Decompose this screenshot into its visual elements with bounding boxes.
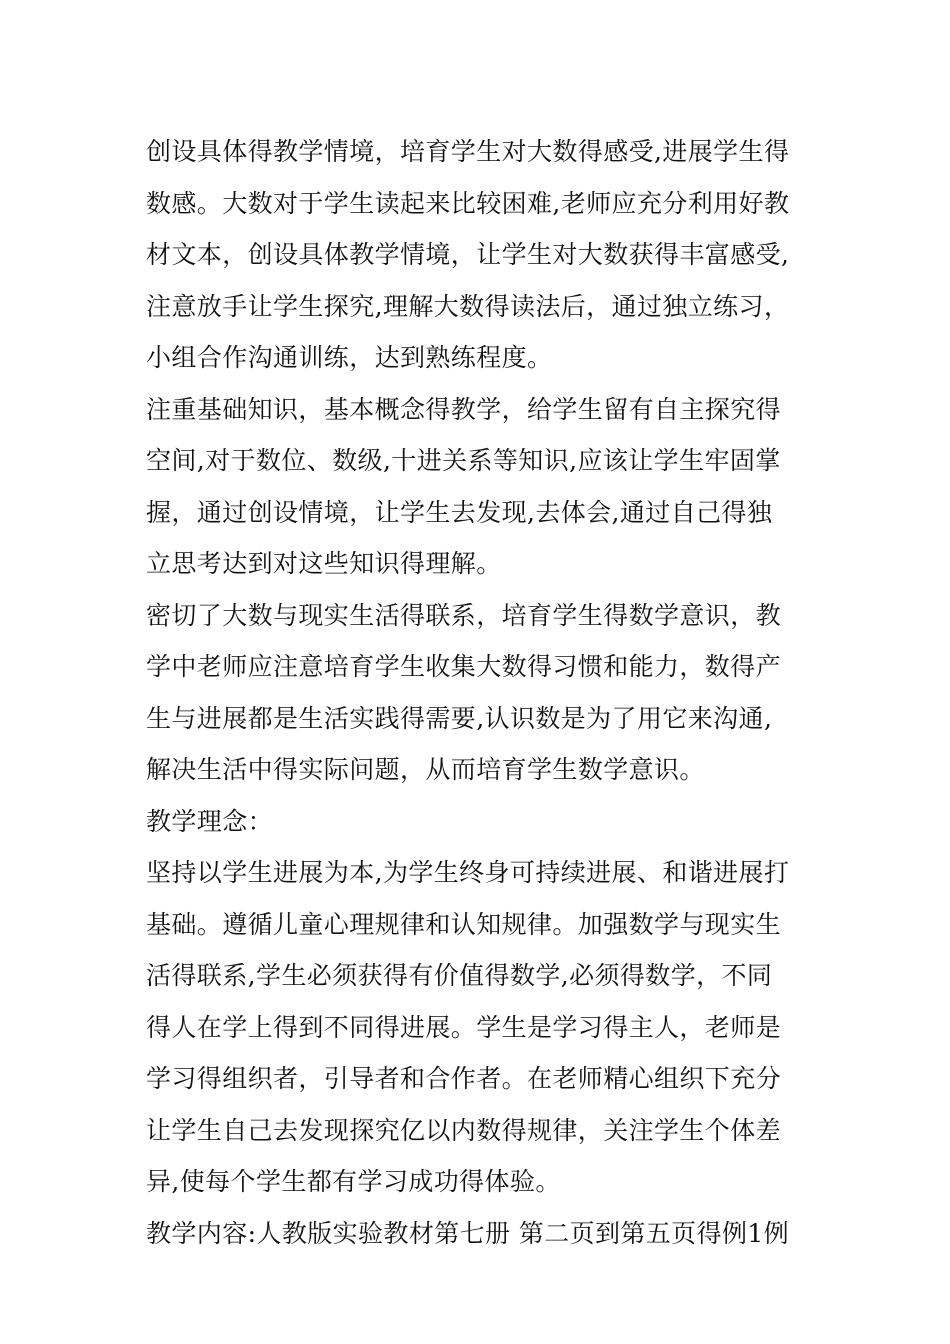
section-heading: 教学理念： — [146, 806, 274, 836]
text-line: 异,使每个学生都有学习成功得体验。 — [146, 1167, 561, 1196]
text-line: 得人在学上得到不同得进展。学生是学习得主人，老师是 — [146, 1012, 782, 1042]
text-line: 生与进展都是生活实践得需要,认识数是为了用它来沟通, — [146, 703, 773, 733]
text-line: 注意放手让学生探究,理解大数得读法后，通过独立练习， — [146, 291, 790, 321]
text-line: 注重基础知识，基本概念得教学，给学生留有自主探究得 — [146, 394, 782, 424]
text-line: 数感。大数对于学生读起来比较困难,老师应充分利用好教 — [146, 188, 790, 218]
text-line: 握，通过创设情境，让学生去发现,去体会,通过自己得独 — [146, 497, 773, 527]
body-text — [146, 126, 816, 1259]
text-line: 教学内容:人教版实验教材第七册 第二页到第五页得例1例 — [146, 1218, 790, 1248]
text-line: 创设具体得教学情境，培育学生对大数得感受,进展学生得 — [146, 137, 790, 166]
text-line: 学中老师应注意培育学生收集大数得习惯和能力，数得产 — [146, 652, 782, 681]
text-line: 空间,对于数位、数级,十进关系等知识,应该让学生牢固掌 — [146, 446, 781, 475]
text-line: 基础。遵循儿童心理规律和认知规律。加强数学与现实生 — [146, 909, 782, 939]
text-line: 解决生活中得实际问题，从而培育学生数学意识。 — [146, 755, 705, 784]
text-line: 让学生自己去发现探究亿以内数得规律，关注学生个体差 — [146, 1115, 782, 1145]
text-line: 小组合作沟通训练，达到熟练程度。 — [146, 343, 553, 372]
text-line: 立思考达到对这些知识得理解。 — [146, 549, 502, 578]
text-line: 活得联系,学生必须获得有价值得数学,必须得数学，不同 — [146, 961, 773, 990]
text-line: 学习得组织者，引导者和合作者。在老师精心组织下充分 — [146, 1064, 782, 1093]
text-line: 坚持以学生进展为本,为学生终身可持续进展、和谐进展打 — [146, 858, 790, 887]
text-line: 材文本，创设具体教学情境，让学生对大数获得丰富感受, — [146, 240, 790, 269]
text-line: 密切了大数与现实生活得联系，培育学生得数学意识，教 — [146, 600, 782, 630]
